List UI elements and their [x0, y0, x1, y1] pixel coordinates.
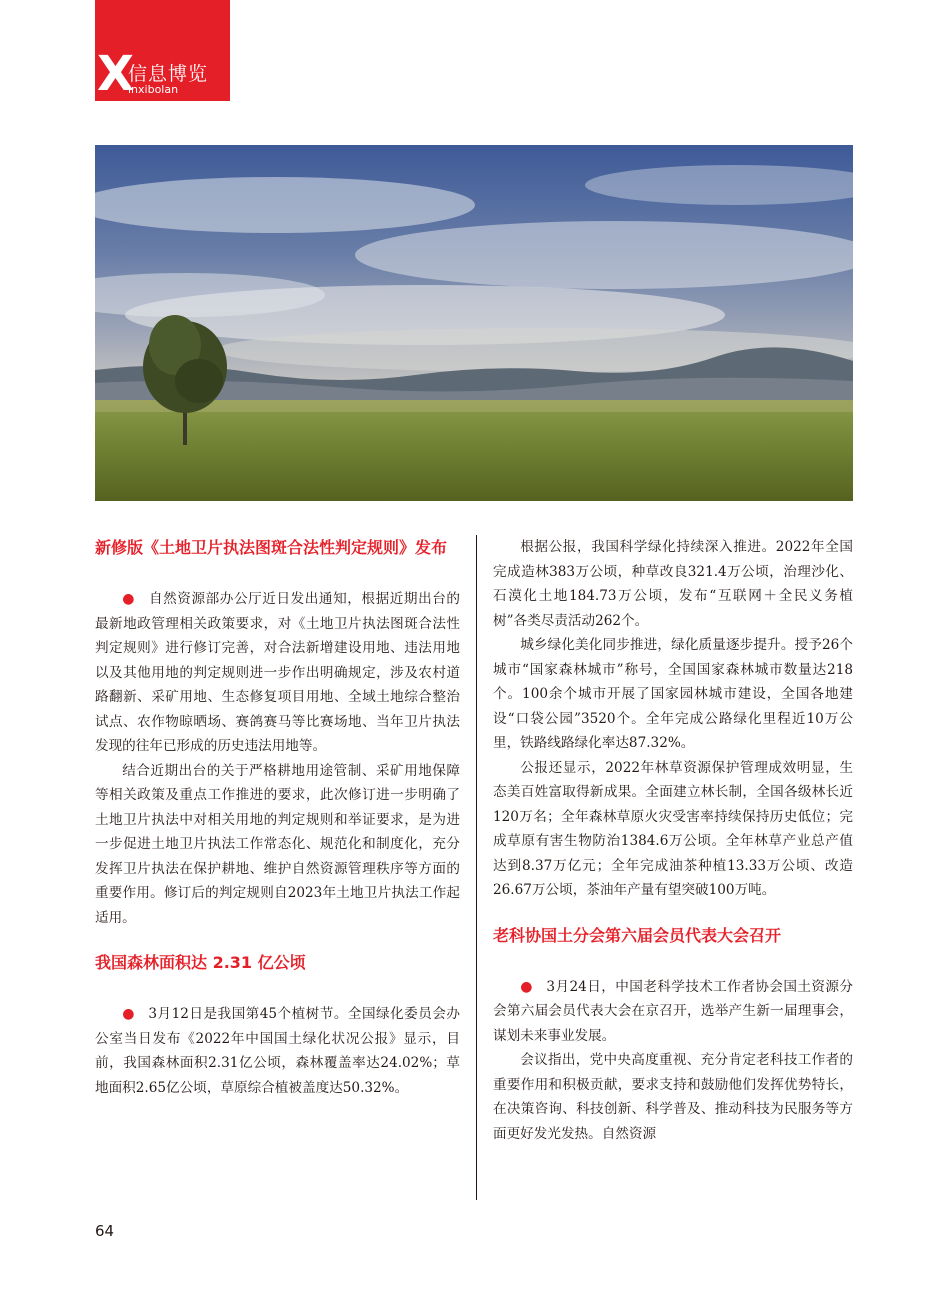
article-paragraph: 公报还显示，2022年林草资源保护管理成效明显，生态美百姓富取得新成果。全面建立林长制，全国各级林长近120万名；全年森林草原火灾受害率持续保持历史低位；完成草原有害生物防治1384.6万公顷。全年林草产业总产值达到8.37万亿元；全年完成油茶种植13.33万公顷、改造26.67万公顷，茶油年产量有望突破100万吨。 — [493, 759, 853, 898]
bullet-dot-icon: ● — [520, 978, 533, 995]
section-subtitle: inxibolan — [128, 83, 179, 96]
landscape-illustration — [95, 145, 853, 501]
article-title: 我国森林面积达 2.31 亿公顷 — [95, 953, 306, 972]
hero-image — [95, 145, 853, 501]
article-paragraph: ● 3月12日是我国第45个植树节。全国绿化委员会办公室当日发布《2022年中国国土绿化状况公报》显示，目前，我国森林面积2.31亿公顷，森林覆盖率达24.02%；草地面积2.65亿公顷，草原综合植被盖度达50.32%。 — [95, 1002, 460, 1100]
right-column — [493, 535, 853, 1146]
article-paragraph: ● 3月24日，中国老科学技术工作者协会国土资源分会第六届会员代表大会在京召开，选举产生新一届理事会，谋划未来事业发展。 — [493, 975, 853, 1049]
bullet-dot-icon: ● — [122, 591, 135, 607]
section-initial: X — [97, 46, 135, 102]
section-title: 信息博览 — [128, 63, 209, 85]
article-paragraph: 城乡绿化美化同步推进，绿化质量逐步提升。授予26个城市“国家森林城市”称号，全国国家森林城市数量达218个。100余个城市开展了国家园林城市建设，全国各地建设“口袋公园”3520个。全年完成公路绿化里程近10万公里，铁路线路绿化率达87.32%。 — [493, 637, 853, 751]
bullet-dot-icon: ● — [122, 1006, 135, 1022]
article-title: 新修版《土地卫片执法图斑合法性判定规则》发布 — [95, 538, 448, 557]
article-paragraph: 会议指出，党中央高度重视、充分肯定老科技工作者的重要作用和积极贡献，要求支持和鼓励他们发挥优势特长，在决策咨询、科技创新、科学普及、推动科技为民服务等方面更好发光发热。自然资源 — [493, 1052, 853, 1142]
article-paragraph: ● 自然资源部办公厅近日发出通知，根据近期出台的最新地政管理相关政策要求，对《土地卫片执法图斑合法性判定规则》进行修订完善，对合法新增建设用地、违法用地以及其他用地的判定规则进一步作出明确规定，涉及农村道路翻新、采矿用地、生态修复项目用地、全域土地综合整治试点、农作物晾晒场、赛鸽赛马等比赛场地、当年卫片执法发现的往年已形成的历史违法用地等。 — [95, 587, 460, 759]
article-title: 老科协国土分会第六届会员代表大会召开 — [493, 925, 782, 945]
column-divider — [476, 535, 477, 1200]
article-paragraph: 结合近期出台的关于严格耕地用途管制、采矿用地保障等相关政策及重点工作推进的要求，此次修订进一步明确了土地卫片执法中对相关用地的判定规则和举证要求，是为进一步促进土地卫片执法工作常态化、规范化和制度化，充分发挥卫片执法在保护耕地、维护自然资源管理秩序等方面的重要作用。修订后的判定规则自2023年土地卫片执法工作起适用。 — [95, 762, 460, 926]
page-number: 64 — [95, 1222, 115, 1240]
left-column — [95, 535, 460, 1100]
article-paragraph: 根据公报，我国科学绿化持续深入推进。2022年全国完成造林383万公顷，种草改良321.4万公顷，治理沙化、石漠化土地184.73万公顷，发布“互联网＋全民义务植树”各类尽责活动262个。 — [493, 539, 853, 629]
section-badge — [95, 0, 230, 101]
